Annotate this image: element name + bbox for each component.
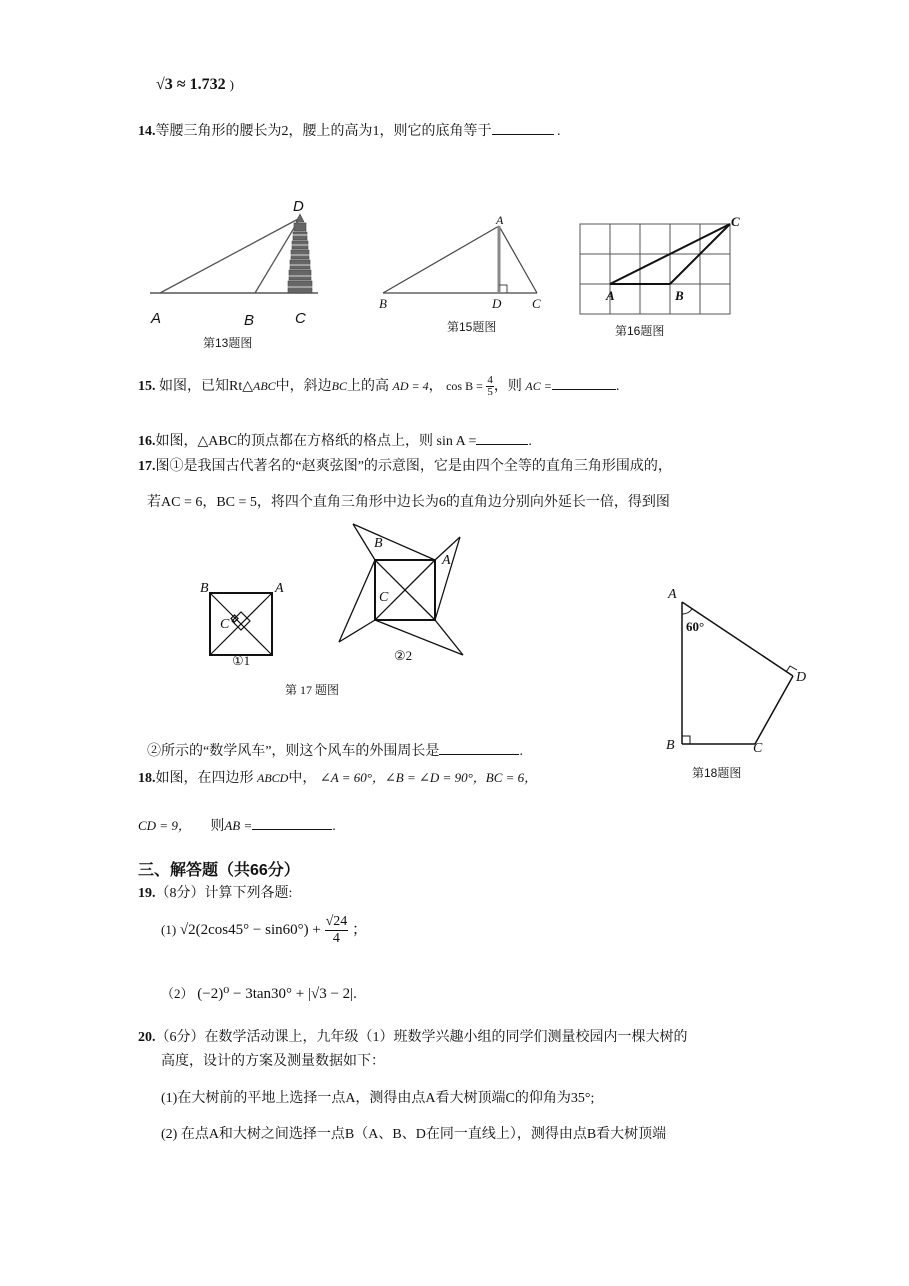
question-20-item1: (1)在大树前的平地上选择一点A，测得由点A看大树顶端C的仰角为35°; (161, 1091, 595, 1106)
fig17-label-2: ②2 (394, 648, 413, 663)
figure-15 (375, 212, 555, 322)
angle-label: 60° (686, 619, 705, 634)
label-B: B (244, 312, 255, 329)
caption-16: 第16题图 (615, 324, 665, 338)
question-17-line1: 17.图①是我国古代著名的“赵爽弦图”的示意图，它是由四个全等的直角三角形围成的， (138, 459, 672, 474)
question-19-part1: (1) √2(2cos45° − sin60°) + $\frac{√24}{4}$ ； (161, 914, 368, 947)
caption-17: 第 17 题图 (285, 683, 340, 697)
label-A: A (151, 310, 162, 327)
question-20-line1: 20.（6分）在数学活动课上，九年级（1）班数学兴趣小组的同学们测量校园内一棵大树的 (138, 1030, 688, 1045)
caption-13: 第13题图 (203, 336, 253, 350)
label-D: D (796, 670, 807, 685)
label-C: C (379, 590, 389, 605)
label-B: B (374, 536, 383, 551)
label-A: A (496, 213, 504, 227)
pagoda-icon (288, 214, 312, 293)
question-17-line3: ②所示的“数学风车”，则这个风车的外围周长是 . (147, 740, 523, 760)
label-A: A (668, 587, 677, 602)
question-14: 14.等腰三角形的腰长为2，腰上的高为1，则它的底角等于 . (138, 120, 561, 140)
label-B: B (675, 288, 684, 303)
label-D: D (492, 296, 502, 311)
label-B: B (200, 581, 209, 596)
label-B: B (666, 738, 675, 753)
caption-15: 第15题图 (447, 320, 497, 334)
label-B: B (379, 296, 387, 311)
figure-17-2 (333, 520, 468, 660)
label-A: A (442, 553, 451, 568)
label-C: C (753, 741, 763, 756)
label-D: D (293, 198, 304, 215)
question-17-line2: 若AC = 6，BC = 5，将四个直角三角形中边长为6的直角边分别向外延长一倍，得到图 (147, 495, 670, 510)
figure-16 (578, 214, 748, 324)
section-title: 三、解答题（共66分） (138, 862, 300, 879)
label-C: C (532, 296, 541, 311)
figure-13 (140, 190, 340, 350)
label-C: C (220, 617, 230, 632)
question-16: 16.如图，△ABC的顶点都在方格纸的格点上，则 sin A = . (138, 430, 532, 450)
question-15: 15. 如图，已知Rt△ABC中，斜边BC上的高 AD = 4， cos B = $\frac{4}{5}$ ，则 AC = . (138, 374, 620, 399)
question-19-part2: （2） (−2)⁰ − 3tan30° + |√3 − 2|. (161, 986, 357, 1002)
caption-18: 第18题图 (692, 766, 742, 780)
figure-18 (660, 580, 820, 770)
question-19: 19.（8分）计算下列各题: (138, 886, 293, 901)
label-A: A (606, 288, 615, 303)
approx-value: √3 ≈ 1.732 ) (156, 76, 234, 93)
label-C: C (295, 310, 306, 327)
label-A: A (275, 581, 284, 596)
question-20-item2: (2) 在点A和大树之间选择一点B（A、B、D在同一直线上），测得由点B看大树顶端 (161, 1127, 667, 1142)
label-C: C (731, 214, 740, 229)
fig17-label-1: ①1 (232, 653, 251, 668)
question-20-line2: 高度，设计的方案及测量数据如下： (161, 1054, 385, 1069)
question-18-line2: CD = 9， 则AB = . (138, 818, 336, 834)
question-18: 18.如图，在四边形 ABCD中， ∠A = 60°，∠B = ∠D = 90°，BC = 6， (138, 770, 538, 786)
